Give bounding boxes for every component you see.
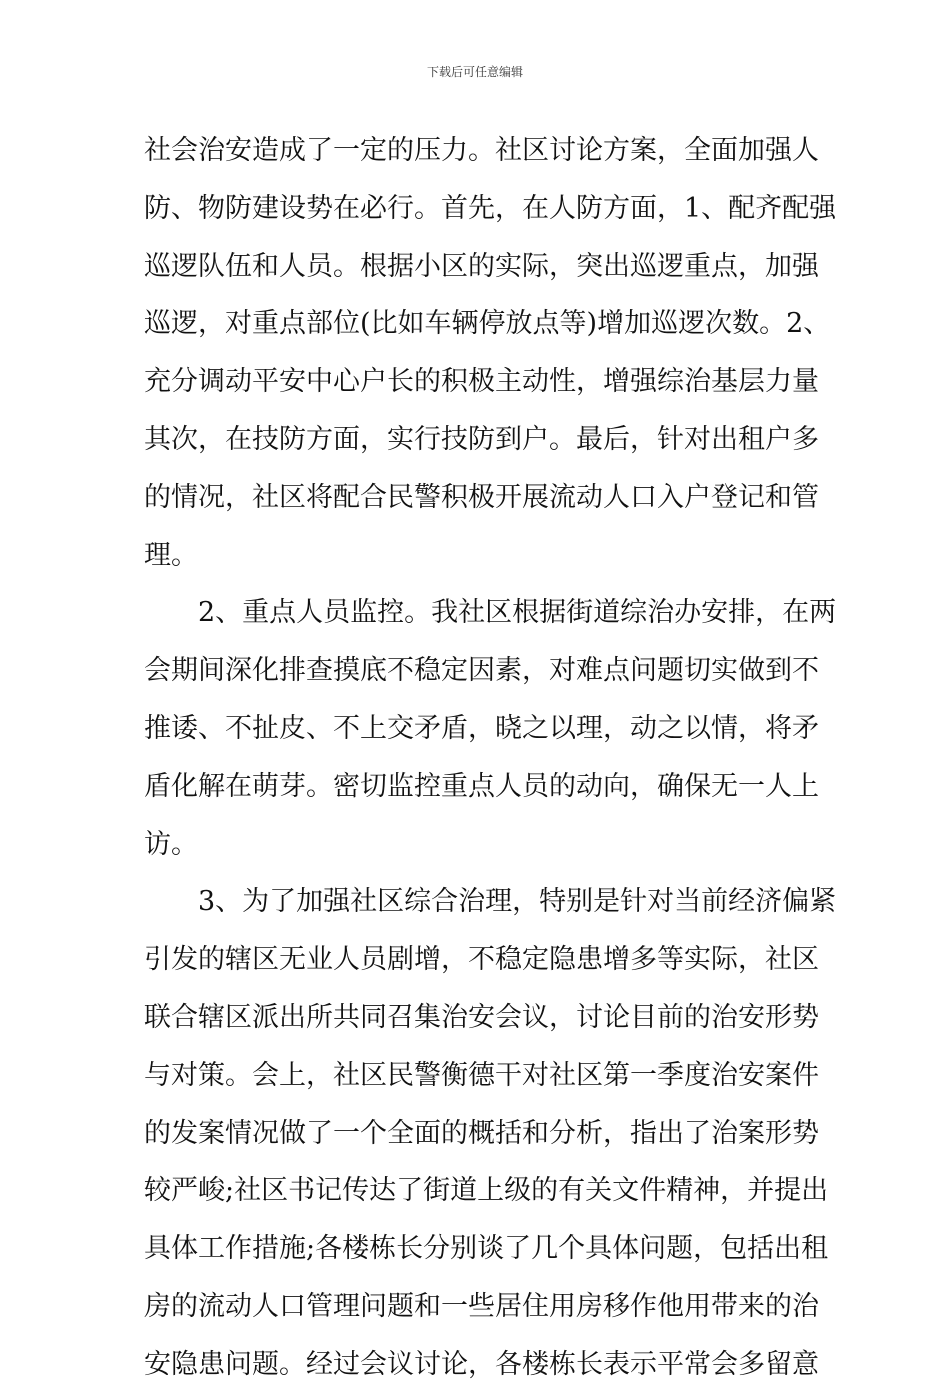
paragraph-line: 与对策。会上，社区民警衡德干对社区第一季度治安案件 — [144, 1059, 819, 1091]
paragraph-line: 3、为了加强社区综合治理，特别是针对当前经济偏紧 — [198, 886, 837, 918]
paragraph-line: 巡逻队伍和人员。根据小区的实际，突出巡逻重点，加强 — [144, 250, 819, 282]
paragraph-line: 社会治安造成了一定的压力。社区讨论方案，全面加强人 — [144, 135, 819, 166]
paragraph-line: 具体工作措施;各楼栋长分别谈了几个具体问题，包括出租 — [144, 1233, 829, 1265]
paragraph-line: 盾化解在萌芽。密切监控重点人员的动向，确保无一人上 — [144, 770, 819, 802]
paragraph-line: 访。 — [144, 828, 198, 860]
paragraph-line: 较严峻;社区书记传达了街道上级的有关文件精神，并提出 — [144, 1175, 829, 1207]
paragraph-line: 理。 — [144, 539, 198, 571]
paragraph-line: 安隐患问题。经过会议讨论，各楼栋长表示平常会多留意 — [144, 1348, 819, 1380]
page-header: 下载后可任意编辑 — [426, 65, 523, 79]
paragraph-line: 巡逻，对重点部位(比如车辆停放点等)增加巡逻次数。2、 — [144, 308, 831, 340]
paragraph-line: 其次，在技防方面，实行技防到户。最后，针对出租户多 — [144, 423, 819, 455]
paragraph-line: 充分调动平安中心户长的积极主动性，增强综治基层力量 — [144, 366, 819, 398]
document-body — [144, 122, 837, 1394]
paragraph-line: 的情况，社区将配合民警积极开展流动人口入户登记和管 — [144, 481, 819, 513]
paragraph-line: 2、重点人员监控。我社区根据街道综治办安排，在两 — [198, 597, 837, 629]
paragraph-line: 的发案情况做了一个全面的概括和分析，指出了治案形势 — [144, 1117, 819, 1149]
paragraph-line: 联合辖区派出所共同召集治安会议，讨论目前的治安形势 — [144, 1001, 819, 1033]
paragraph-line: 会期间深化排查摸底不稳定因素，对难点问题切实做到不 — [144, 655, 819, 687]
paragraph-line: 防、物防建设势在必行。首先，在人防方面，1、配齐配强 — [144, 192, 837, 224]
paragraph-line: 推诿、不扯皮、不上交矛盾，晓之以理，动之以情，将矛 — [144, 712, 819, 744]
paragraph-line: 房的流动人口管理问题和一些居住用房移作他用带来的治 — [144, 1290, 819, 1322]
paragraph-line: 引发的辖区无业人员剧增，不稳定隐患增多等实际，社区 — [144, 944, 819, 976]
